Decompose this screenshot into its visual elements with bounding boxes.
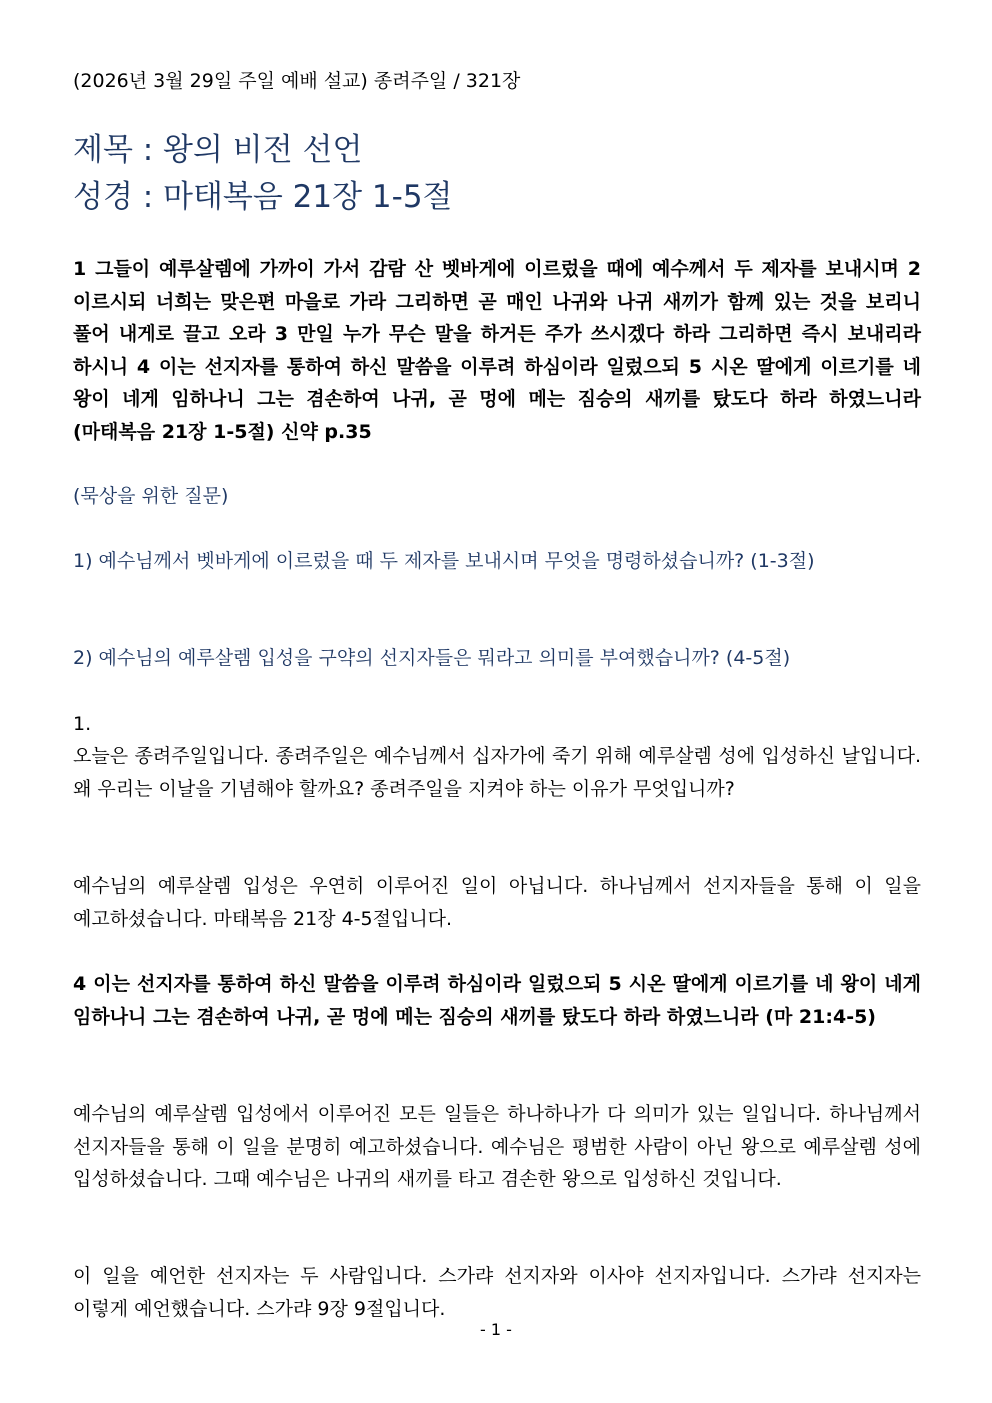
section-number: 1. [73,713,92,735]
sermon-paragraph: 이 일을 예언한 선지자는 두 사람입니다. 스가랴 선지자와 이사야 선지자입니다. 스가랴 선지자는 이렇게 예언했습니다. 스가랴 9장 9절입니다. [73,1265,921,1320]
meditation-question-2: 2) 예수님의 예루살렘 입성을 구약의 선지자들은 뭐라고 의미를 부여했습니까? (4-5절) [73,647,791,669]
scripture-passage: 1 그들이 예루살렘에 가까이 가서 감람 산 벳바게에 이르렀을 때에 예수께서 두 제자를 보내시며 2 이르시되 너희는 맞은편 마을로 가라 그리하면 곧 매인 나귀와 나귀 새끼가 함께 있는 것을 보리니 풀어 내게로 끌고 오라 3 만일 누가 무슨 말을 하거든 주가 쓰시겠다 하라 그리하면 즉시 보내리라 하시니 4 이는 선지자를 통하여 하신 말씀을 이루려 하심이라 일렀으되 5 시온 딸에게 이르기를 네 왕이 네게 임하나니 그는 겸손하여 나귀, 곧 멍에 메는 짐승의 새끼를 탔도다 하라 하였느니라 (마태복음 21장 1-5절) 신약 p.35 [73,258,921,443]
page-number: - 1 - [480,1320,512,1339]
meditation-questions-heading: (묵상을 위한 질문) [73,485,229,507]
sermon-paragraph: 오늘은 종려주일입니다. 종려주일은 예수님께서 십자가에 죽기 위해 예루살렘 성에 입성하신 날입니다. 왜 우리는 이날을 기념해야 할까요? 종려주일을 지켜야 하는 이유가 무엇입니까? [73,745,921,800]
sermon-header: (2026년 3월 29일 주일 예배 설교) 종려주일 / 321장 [73,70,521,92]
scripture-reference: 성경 : 마태복음 21장 1-5절 [73,179,453,215]
sermon-paragraph: 예수님의 예루살렘 입성은 우연히 이루어진 일이 아닙니다. 하나님께서 선지자들을 통해 이 일을 예고하셨습니다. 마태복음 21장 4-5절입니다. [73,875,921,930]
sermon-paragraph: 예수님의 예루살렘 입성에서 이루어진 모든 일들은 하나하나가 다 의미가 있는 일입니다. 하나님께서 선지자들을 통해 이 일을 분명히 예고하셨습니다. 예수님은 평범한 사람이 아닌 왕으로 예루살렘 성에 입성하셨습니다. 그때 예수님은 나귀의 새끼를 타고 겸손한 왕으로 입성하신 것입니다. [73,1103,921,1190]
meditation-question-1: 1) 예수님께서 벳바게에 이르렀을 때 두 제자를 보내시며 무엇을 명령하셨습니까? (1-3절) [73,550,815,572]
quoted-verse: 4 이는 선지자를 통하여 하신 말씀을 이루려 하심이라 일렀으되 5 시온 딸에게 이르기를 네 왕이 네게 임하나니 그는 겸손하여 나귀, 곧 멍에 메는 짐승의 새끼를 탔도다 하라 하였느니라 (마 21:4-5) [73,973,921,1028]
sermon-title: 제목 : 왕의 비전 선언 [73,132,363,168]
